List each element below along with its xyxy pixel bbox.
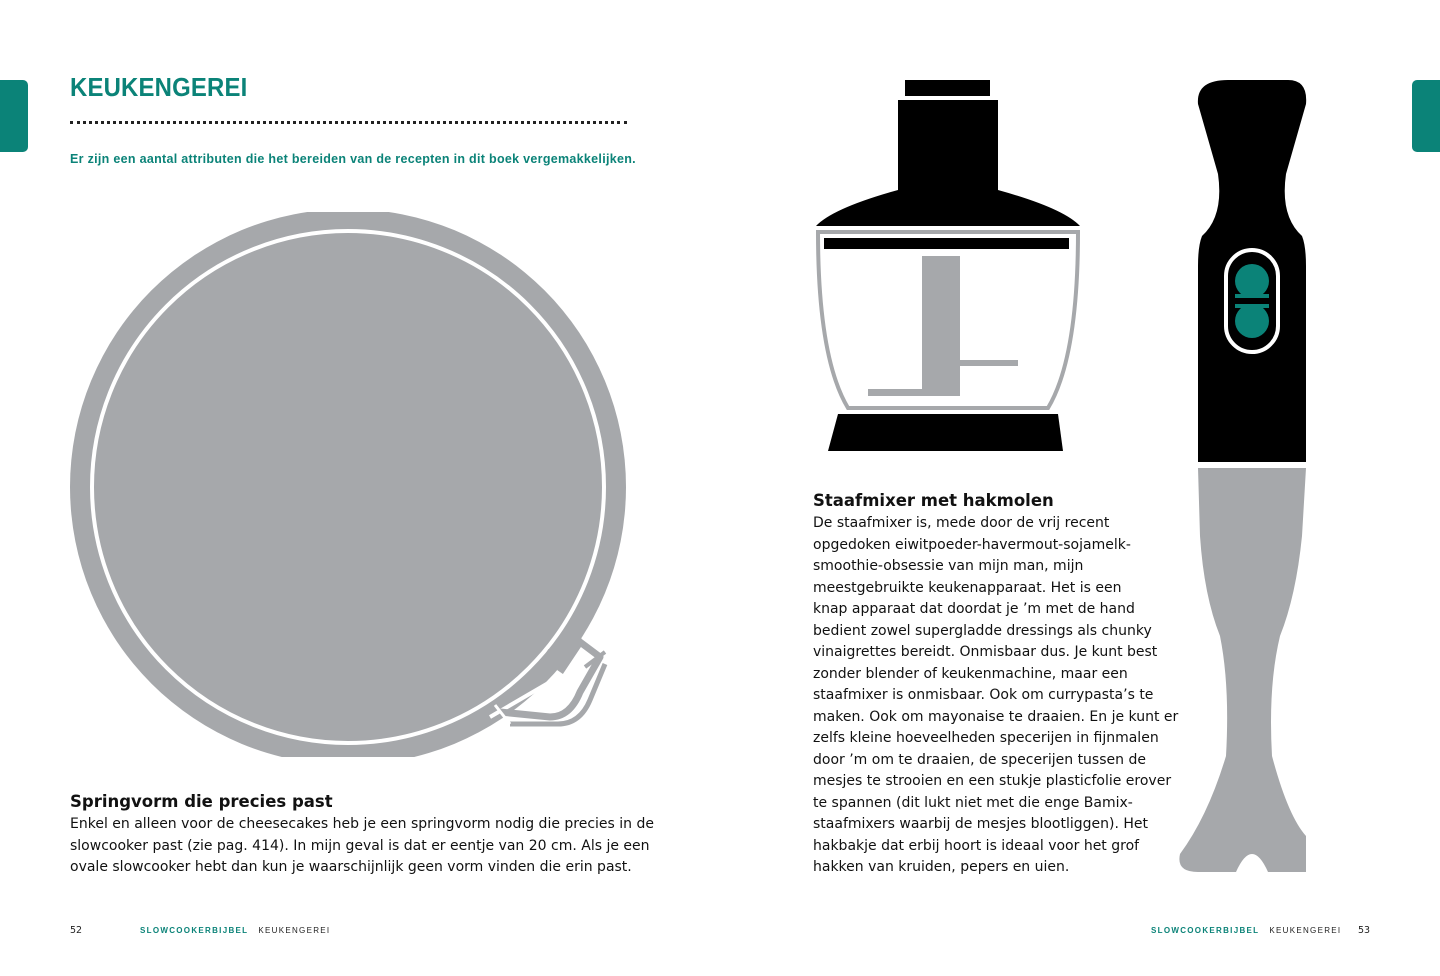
springform-heading: Springvorm die precies past	[70, 792, 333, 811]
stick-blender-line: De staafmixer is, mede door de vrij recent	[813, 515, 1110, 531]
springform-pan-icon	[70, 212, 630, 757]
footer-book-title: SLOWCOOKERBIJBEL	[140, 926, 249, 935]
stick-blender-line: vinaigrettes bereidt. Onmisbaar dus. Je kunt best	[813, 644, 1158, 660]
springform-line: Enkel en alleen voor de cheesecakes heb je een springvorm nodig die precies in de	[70, 816, 655, 832]
page-number-left: 52	[70, 925, 83, 936]
springform-text	[70, 814, 654, 879]
running-footer-left	[140, 926, 330, 935]
page-title: KEUKENGEREI	[70, 72, 248, 102]
springform-line: ovale slowcooker hebt dan kun je waarschijnlijk geen vorm vinden die erin past.	[70, 859, 632, 875]
stick-blender-line: meestgebruikte keukenapparaat. Het is een	[813, 579, 1122, 596]
intro-text: Er zijn een aantal attributen die het bereiden van de recepten in dit boek vergemakkelijken.	[70, 152, 636, 166]
footer-section: KEUKENGEREI	[1269, 926, 1342, 935]
chapter-tab-left	[0, 80, 28, 152]
stick-blender-line: zonder blender of keukenmachine, maar een	[813, 665, 1128, 682]
stick-blender-line: bedient zowel supergladde dressings als chunky	[813, 622, 1152, 639]
stick-blender-heading: Staafmixer met hakmolen	[813, 491, 1054, 510]
stick-blender-line: hakbakje dat erbij hoort is ideaal voor het grof	[813, 837, 1140, 854]
chapter-tab-right	[1412, 80, 1440, 152]
stick-blender-line: mesjes te strooien en een stukje plasticfolie erover	[813, 773, 1172, 789]
stick-blender-line: smoothie-obsessie van mijn man, mijn	[813, 558, 1084, 574]
stick-blender-line: opgedoken eiwitpoeder-havermout-sojamelk-	[813, 536, 1131, 553]
stick-blender-line: zelfs kleine hoeveelheden specerijen in fijnmalen	[813, 730, 1159, 746]
stick-blender-line: knap apparaat dat doordat je ’m met de hand	[813, 601, 1135, 617]
stick-blender-line: staafmixer is onmisbaar. Ook om currypasta’s te	[813, 687, 1154, 703]
stick-blender-line: door ’m om te draaien, de specerijen tussen de	[813, 751, 1146, 768]
stick-blender-text	[813, 513, 1178, 879]
title-divider	[70, 121, 627, 124]
stick-blender-line: staafmixers waarbij de mesjes blootliggen). Het	[813, 816, 1149, 832]
stick-blender-line: te spannen (dit lukt niet met die enge Bamix-	[813, 794, 1133, 811]
stick-blender-line: maken. Ook om mayonaise te draaien. En je kunt er	[813, 708, 1179, 725]
stick-blender-icon	[1168, 76, 1328, 874]
footer-section: KEUKENGEREI	[258, 926, 331, 935]
footer-book-title: SLOWCOOKERBIJBEL	[1151, 926, 1260, 935]
springform-line: slowcooker past (zie pag. 414). In mijn geval is dat er eentje van 20 cm. Als je een	[70, 837, 650, 854]
page-number-right: 53	[1358, 925, 1371, 936]
running-footer-right	[1151, 926, 1341, 935]
stick-blender-line: hakken van kruiden, pepers en uien.	[813, 859, 1070, 875]
food-chopper-icon	[808, 78, 1088, 454]
